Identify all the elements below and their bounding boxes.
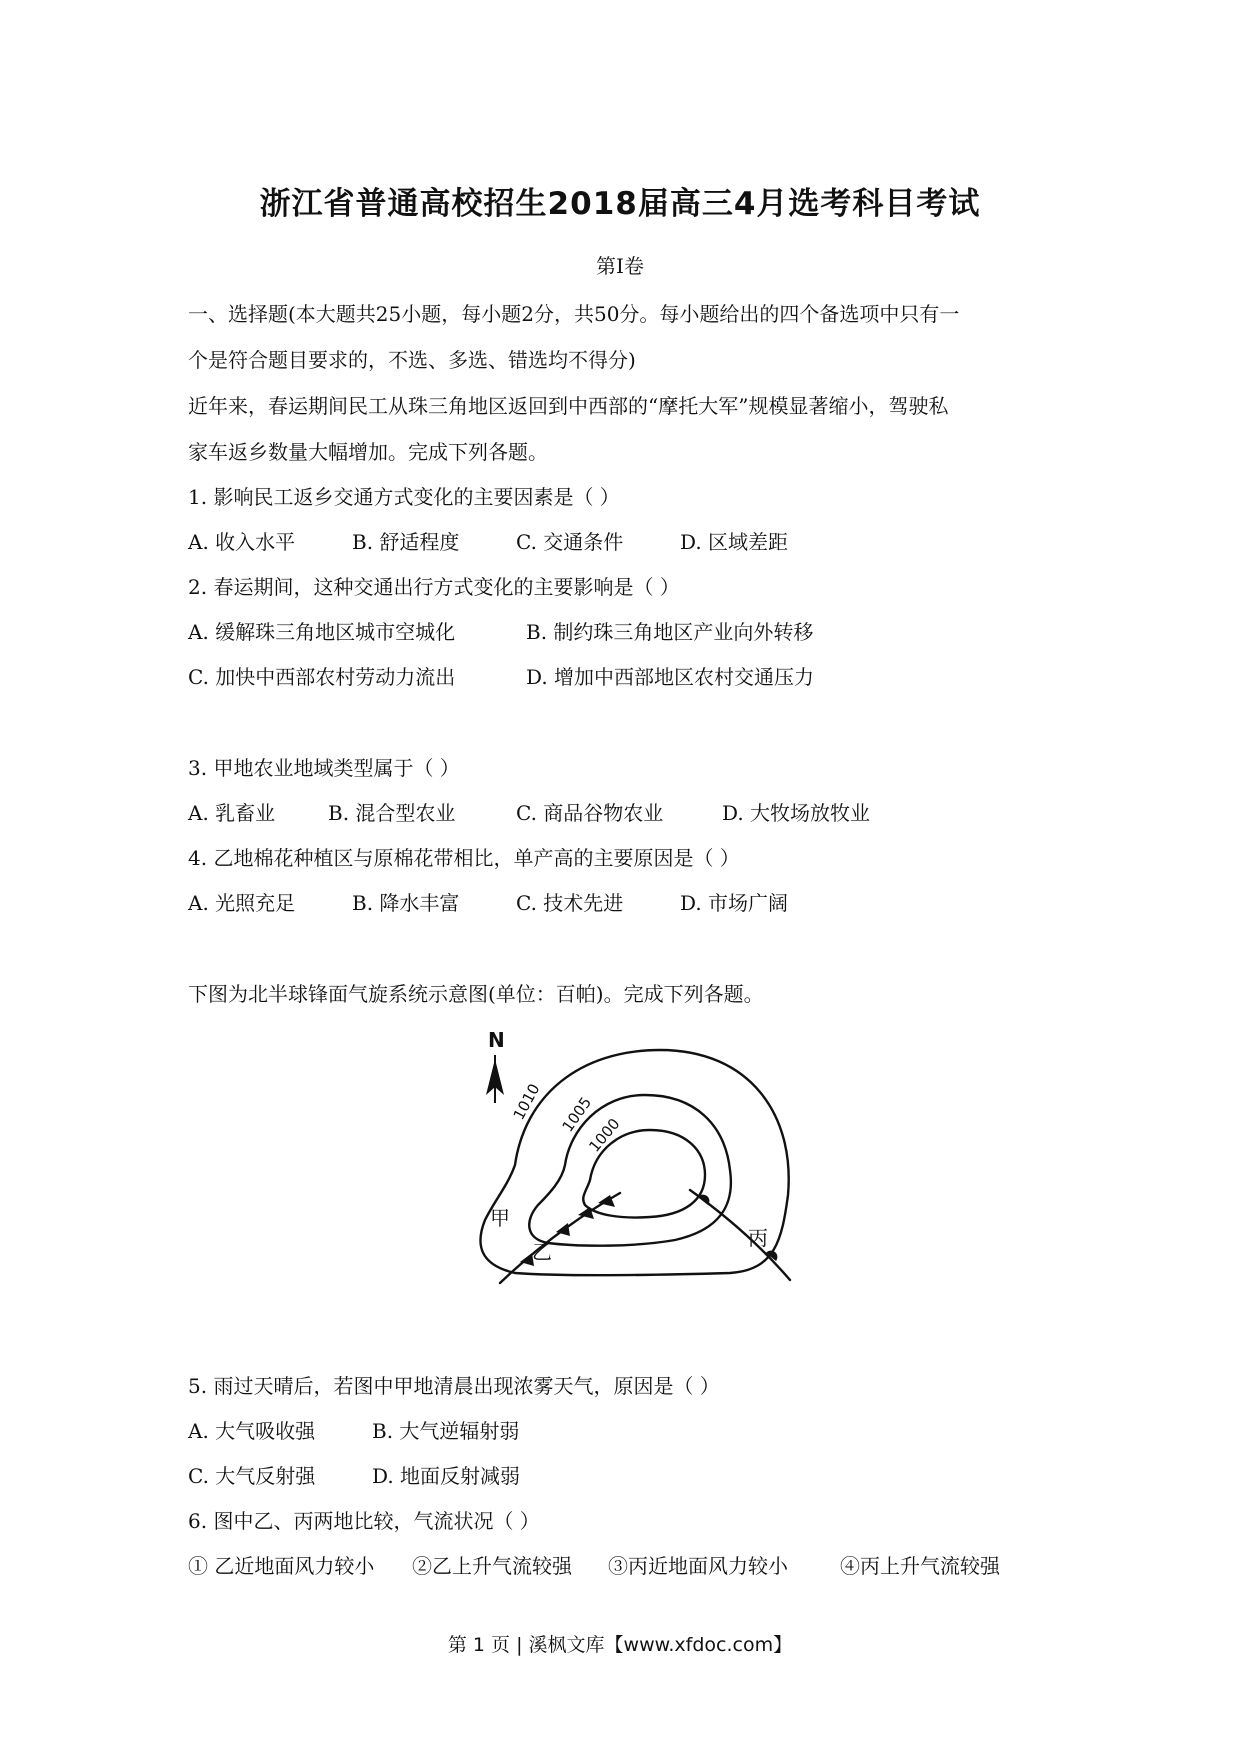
question-6-option-2: ②乙上升气流较强 (412, 1554, 572, 1578)
question-1-option-b: B. 舒适程度 (352, 530, 460, 554)
question-3-option-c: C. 商品谷物农业 (516, 801, 664, 825)
passage-1-line-1: 近年来，春运期间民工从珠三角地区返回到中西部的“摩托大军”规模显著缩小，驾驶私 (188, 394, 949, 418)
question-2-stem: 2. 春运期间，这种交通出行方式变化的主要影响是（ ） (188, 575, 680, 599)
question-4-option-b: B. 降水丰富 (352, 891, 460, 915)
question-5-stem: 5. 雨过天晴后，若图中甲地清晨出现浓雾天气，原因是（ ） (188, 1374, 720, 1398)
question-5-option-c: C. 大气反射强 (188, 1464, 316, 1488)
north-arrow (486, 1028, 505, 1103)
warm-front-line (690, 1190, 790, 1280)
question-5-option-b: B. 大气逆辐射弱 (372, 1419, 520, 1443)
volume-label: 第Ⅰ卷 (596, 254, 644, 278)
question-4-option-a: A. 光照充足 (188, 891, 296, 915)
question-4-option-d: D. 市场广阔 (680, 891, 789, 915)
question-3-option-a: A. 乳畜业 (188, 801, 276, 825)
place-label-bing: 丙 (748, 1226, 768, 1250)
question-6-stem: 6. 图中乙、丙两地比较，气流状况（ ） (188, 1509, 540, 1533)
question-6-option-3: ③丙近地面风力较小 (608, 1554, 788, 1578)
question-4-option-c: C. 技术先进 (516, 891, 624, 915)
question-1-stem: 1. 影响民工返乡交通方式变化的主要因素是（ ） (188, 485, 620, 509)
page-footer: 第 1 页 | 溪枫文库【www.xfdoc.com】 (447, 1634, 793, 1656)
question-3-option-b: B. 混合型农业 (328, 801, 456, 825)
place-label-yi: 乙 (532, 1240, 552, 1264)
isobar-label-1000: 1000 (585, 1114, 624, 1156)
page-title: 浙江省普通高校招生2018届高三4月选考科目考试 (259, 186, 981, 222)
question-6-option-4: ④丙上升气流较强 (840, 1554, 1000, 1578)
question-2-option-c: C. 加快中西部农村劳动力流出 (188, 665, 456, 689)
question-1-option-c: C. 交通条件 (516, 530, 624, 554)
isobar-label-1010: 1010 (509, 1080, 544, 1123)
question-3-stem: 3. 甲地农业地域类型属于（ ） (188, 756, 460, 780)
question-1-option-d: D. 区域差距 (680, 530, 789, 554)
isobar-label-1005: 1005 (558, 1093, 596, 1136)
frontal-cyclone-figure (470, 1025, 810, 1325)
passage-1-line-2: 家车返乡数量大幅增加。完成下列各题。 (188, 440, 548, 464)
section-intro-line-2: 个是符合题目要求的，不选、多选、错选均不得分) (188, 348, 636, 372)
question-3-option-d: D. 大牧场放牧业 (722, 801, 871, 825)
front-symbol (698, 1195, 709, 1205)
question-5-option-a: A. 大气吸收强 (188, 1419, 316, 1443)
question-2-option-a: A. 缓解珠三角地区城市空城化 (188, 620, 456, 644)
isobar-diagram (470, 1025, 810, 1325)
question-2-option-d: D. 增加中西部地区农村交通压力 (526, 665, 815, 689)
question-1-option-a: A. 收入水平 (188, 530, 296, 554)
question-2-option-b: B. 制约珠三角地区产业向外转移 (526, 620, 814, 644)
isobar-1005 (529, 1095, 731, 1246)
question-5-option-d: D. 地面反射减弱 (372, 1464, 521, 1488)
passage-2-line-1: 下图为北半球锋面气旋系统示意图(单位：百帕)。完成下列各题。 (188, 982, 764, 1006)
question-4-stem: 4. 乙地棉花种植区与原棉花带相比，单产高的主要原因是（ ） (188, 846, 740, 870)
cold-front-line (500, 1193, 620, 1283)
section-intro-line-1: 一、选择题(本大题共25小题，每小题2分，共50分。每小题给出的四个备选项中只有一 (188, 302, 960, 326)
question-6-option-1: ① 乙近地面风力较小 (188, 1554, 375, 1578)
place-label-jia: 甲 (490, 1206, 510, 1230)
north-label: N (488, 1028, 505, 1052)
